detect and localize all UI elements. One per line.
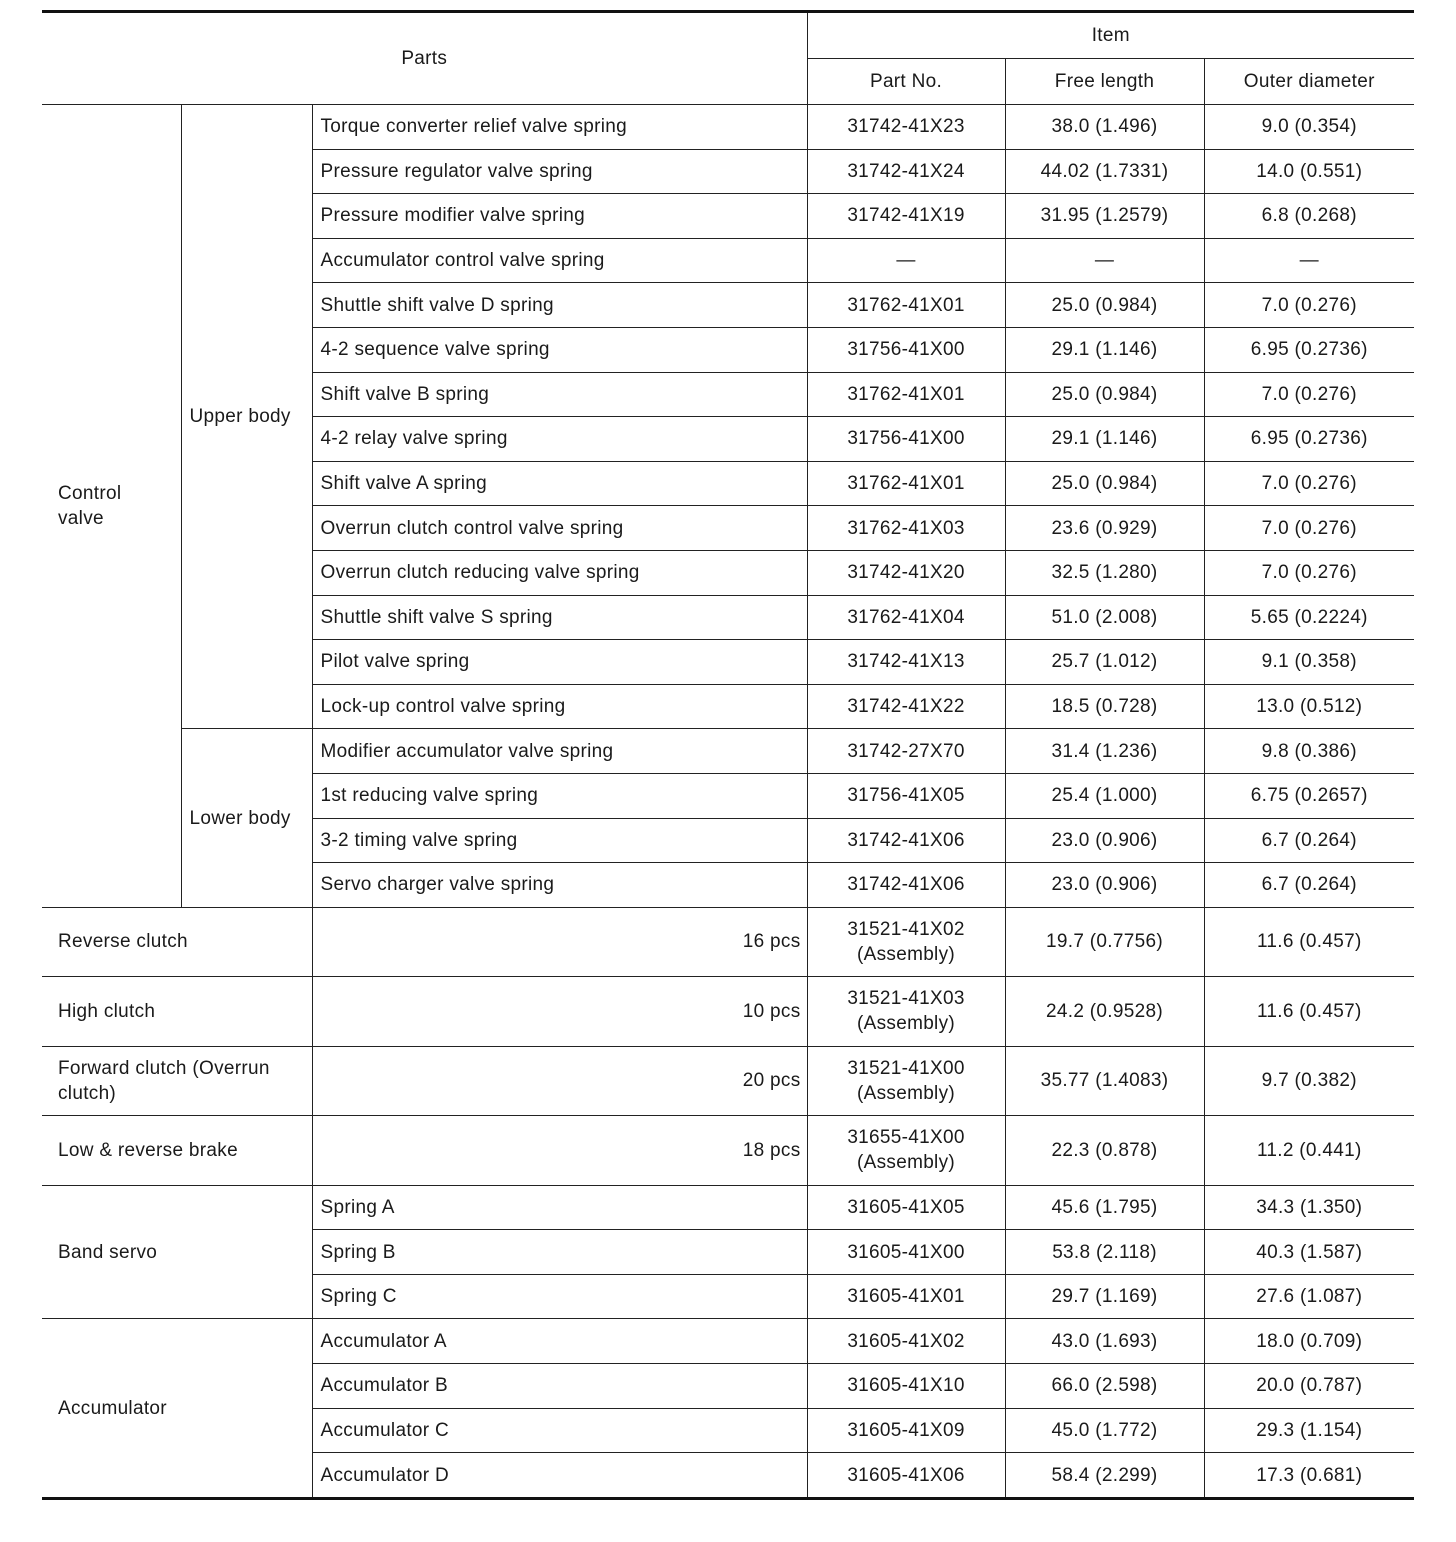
outer-diameter-cell: 7.0 (0.276): [1204, 506, 1414, 551]
free-length-cell: 25.4 (1.000): [1005, 773, 1204, 818]
group-control-valve: Control valve: [42, 105, 181, 908]
free-length-cell: 29.7 (1.169): [1005, 1274, 1204, 1319]
free-length-cell: 38.0 (1.496): [1005, 105, 1204, 150]
part-name-cell: Torque converter relief valve spring: [312, 105, 807, 150]
subgroup-lower-body: Lower body: [181, 729, 312, 907]
free-length-cell: 23.6 (0.929): [1005, 506, 1204, 551]
part-name-cell: Accumulator control valve spring: [312, 238, 807, 283]
part-no-cell: [807, 1046, 1005, 1116]
part-name-cell: Accumulator B: [312, 1364, 807, 1409]
header-item: Item: [807, 12, 1414, 59]
free-length-cell: 66.0 (2.598): [1005, 1364, 1204, 1409]
quantity-cell: 20 pcs: [312, 1046, 807, 1116]
outer-diameter-cell: 11.6 (0.457): [1204, 907, 1414, 977]
part-name-cell: Lock-up control valve spring: [312, 684, 807, 729]
header-part-no: Part No.: [807, 59, 1005, 105]
free-length-cell: 29.1 (1.146): [1005, 417, 1204, 462]
free-length-cell: 58.4 (2.299): [1005, 1453, 1204, 1499]
outer-diameter-cell: 11.2 (0.441): [1204, 1116, 1414, 1186]
part-name-cell: Spring A: [312, 1185, 807, 1230]
clutch-name-cell: Forward clutch (Overrun clutch): [42, 1046, 312, 1116]
part-name-cell: Shuttle shift valve S spring: [312, 595, 807, 640]
part-no-cell: 31742-41X13: [807, 640, 1005, 685]
part-name-cell: Shift valve A spring: [312, 461, 807, 506]
free-length-cell: 25.7 (1.012): [1005, 640, 1204, 685]
part-no-cell: [807, 977, 1005, 1047]
outer-diameter-cell: 7.0 (0.276): [1204, 550, 1414, 595]
part-no-cell: 31742-41X06: [807, 863, 1005, 908]
part-no-cell: 31762-41X04: [807, 595, 1005, 640]
part-no-cell: 31605-41X01: [807, 1274, 1005, 1319]
outer-diameter-cell: 9.1 (0.358): [1204, 640, 1414, 685]
part-no-cell: 31605-41X02: [807, 1319, 1005, 1364]
part-name-cell: 4-2 relay valve spring: [312, 417, 807, 462]
outer-diameter-cell: 5.65 (0.2224): [1204, 595, 1414, 640]
part-name-cell: Overrun clutch reducing valve spring: [312, 550, 807, 595]
part-name-cell: Spring B: [312, 1230, 807, 1275]
part-name-cell: Modifier accumulator valve spring: [312, 729, 807, 774]
table-row: [42, 1116, 1414, 1186]
part-name-cell: Shuttle shift valve D spring: [312, 283, 807, 328]
free-length-cell: 25.0 (0.984): [1005, 283, 1204, 328]
table-row: [42, 1319, 1414, 1364]
header-parts: Parts: [42, 12, 807, 105]
outer-diameter-cell: 6.8 (0.268): [1204, 194, 1414, 239]
table-row: [42, 977, 1414, 1047]
part-no-value: 31521-41X00: [847, 1057, 965, 1079]
part-no-note: (Assembly): [857, 1013, 956, 1035]
part-name-cell: 3-2 timing valve spring: [312, 818, 807, 863]
free-length-cell: 18.5 (0.728): [1005, 684, 1204, 729]
part-name-cell: 1st reducing valve spring: [312, 773, 807, 818]
outer-diameter-cell: 13.0 (0.512): [1204, 684, 1414, 729]
outer-diameter-cell: 27.6 (1.087): [1204, 1274, 1414, 1319]
part-no-note: (Assembly): [857, 1152, 956, 1174]
clutch-name-cell: High clutch: [42, 977, 312, 1047]
free-length-cell: 31.4 (1.236): [1005, 729, 1204, 774]
outer-diameter-cell: 40.3 (1.587): [1204, 1230, 1414, 1275]
part-no-note: (Assembly): [857, 943, 956, 965]
part-no-cell: 31605-41X05: [807, 1185, 1005, 1230]
part-name-cell: Shift valve B spring: [312, 372, 807, 417]
part-no-cell: 31762-41X03: [807, 506, 1005, 551]
quantity-cell: 16 pcs: [312, 907, 807, 977]
part-no-cell: 31742-41X22: [807, 684, 1005, 729]
table-row: [42, 729, 1414, 774]
part-no-cell: 31742-41X23: [807, 105, 1005, 150]
part-no-cell: 31762-41X01: [807, 461, 1005, 506]
free-length-cell: 51.0 (2.008): [1005, 595, 1204, 640]
clutch-name-cell: Reverse clutch: [42, 907, 312, 977]
part-no-cell: 31742-41X20: [807, 550, 1005, 595]
subgroup-upper-body: Upper body: [181, 105, 312, 729]
free-length-cell: 45.6 (1.795): [1005, 1185, 1204, 1230]
part-name-cell: Pressure regulator valve spring: [312, 149, 807, 194]
free-length-cell: 29.1 (1.146): [1005, 327, 1204, 372]
part-no-cell: 31742-41X19: [807, 194, 1005, 239]
free-length-cell: 24.2 (0.9528): [1005, 977, 1204, 1047]
free-length-cell: 19.7 (0.7756): [1005, 907, 1204, 977]
outer-diameter-cell: 17.3 (0.681): [1204, 1453, 1414, 1499]
part-no-cell: 31742-41X06: [807, 818, 1005, 863]
part-no-cell: 31742-41X24: [807, 149, 1005, 194]
free-length-cell: 25.0 (0.984): [1005, 372, 1204, 417]
free-length-cell: 23.0 (0.906): [1005, 863, 1204, 908]
table-row: [42, 1046, 1414, 1116]
quantity-cell: 10 pcs: [312, 977, 807, 1047]
free-length-cell: 31.95 (1.2579): [1005, 194, 1204, 239]
part-name-cell: Pressure modifier valve spring: [312, 194, 807, 239]
free-length-cell: 32.5 (1.280): [1005, 550, 1204, 595]
part-name-cell: Pilot valve spring: [312, 640, 807, 685]
part-no-value: 31655-41X00: [847, 1127, 965, 1149]
part-no-cell: [807, 907, 1005, 977]
part-no-value: 31521-41X02: [847, 918, 965, 940]
quantity-cell: 18 pcs: [312, 1116, 807, 1186]
table-row: [42, 105, 1414, 150]
spring-spec-table: [42, 10, 1414, 1500]
free-length-cell: 23.0 (0.906): [1005, 818, 1204, 863]
outer-diameter-cell: 7.0 (0.276): [1204, 283, 1414, 328]
free-length-cell: —: [1005, 238, 1204, 283]
free-length-cell: 43.0 (1.693): [1005, 1319, 1204, 1364]
free-length-cell: 25.0 (0.984): [1005, 461, 1204, 506]
outer-diameter-cell: 9.0 (0.354): [1204, 105, 1414, 150]
part-no-cell: 31605-41X10: [807, 1364, 1005, 1409]
clutch-name-cell: Low & reverse brake: [42, 1116, 312, 1186]
free-length-cell: 53.8 (2.118): [1005, 1230, 1204, 1275]
part-no-cell: 31605-41X09: [807, 1408, 1005, 1453]
outer-diameter-cell: 7.0 (0.276): [1204, 461, 1414, 506]
part-no-cell: —: [807, 238, 1005, 283]
part-no-cell: 31742-27X70: [807, 729, 1005, 774]
free-length-cell: 35.77 (1.4083): [1005, 1046, 1204, 1116]
part-no-note: (Assembly): [857, 1082, 956, 1104]
outer-diameter-cell: 6.7 (0.264): [1204, 863, 1414, 908]
outer-diameter-cell: 6.7 (0.264): [1204, 818, 1414, 863]
header-row: [42, 12, 1414, 59]
part-no-cell: 31756-41X05: [807, 773, 1005, 818]
part-name-cell: Accumulator C: [312, 1408, 807, 1453]
part-no-cell: 31762-41X01: [807, 372, 1005, 417]
outer-diameter-cell: 18.0 (0.709): [1204, 1319, 1414, 1364]
outer-diameter-cell: 29.3 (1.154): [1204, 1408, 1414, 1453]
part-no-cell: 31605-41X06: [807, 1453, 1005, 1499]
group-accumulator: Accumulator: [42, 1319, 312, 1498]
group-band-servo: Band servo: [42, 1185, 312, 1319]
table-row: [42, 1185, 1414, 1230]
outer-diameter-cell: 6.75 (0.2657): [1204, 773, 1414, 818]
part-no-cell: 31756-41X00: [807, 327, 1005, 372]
part-name-cell: Servo charger valve spring: [312, 863, 807, 908]
part-name-cell: Overrun clutch control valve spring: [312, 506, 807, 551]
part-no-cell: 31756-41X00: [807, 417, 1005, 462]
free-length-cell: 45.0 (1.772): [1005, 1408, 1204, 1453]
free-length-cell: 22.3 (0.878): [1005, 1116, 1204, 1186]
outer-diameter-cell: —: [1204, 238, 1414, 283]
part-name-cell: Accumulator D: [312, 1453, 807, 1499]
outer-diameter-cell: 14.0 (0.551): [1204, 149, 1414, 194]
part-no-cell: 31605-41X00: [807, 1230, 1005, 1275]
part-name-cell: 4-2 sequence valve spring: [312, 327, 807, 372]
outer-diameter-cell: 9.8 (0.386): [1204, 729, 1414, 774]
header-outer-diameter: Outer diameter: [1204, 59, 1414, 105]
outer-diameter-cell: 6.95 (0.2736): [1204, 327, 1414, 372]
outer-diameter-cell: 6.95 (0.2736): [1204, 417, 1414, 462]
table-body: [42, 12, 1414, 1499]
outer-diameter-cell: 7.0 (0.276): [1204, 372, 1414, 417]
outer-diameter-cell: 20.0 (0.787): [1204, 1364, 1414, 1409]
part-no-value: 31521-41X03: [847, 988, 965, 1010]
part-no-cell: [807, 1116, 1005, 1186]
outer-diameter-cell: 9.7 (0.382): [1204, 1046, 1414, 1116]
part-name-cell: Spring C: [312, 1274, 807, 1319]
outer-diameter-cell: 34.3 (1.350): [1204, 1185, 1414, 1230]
part-name-cell: Accumulator A: [312, 1319, 807, 1364]
part-no-cell: 31762-41X01: [807, 283, 1005, 328]
header-free-length: Free length: [1005, 59, 1204, 105]
table-row: [42, 907, 1414, 977]
outer-diameter-cell: 11.6 (0.457): [1204, 977, 1414, 1047]
free-length-cell: 44.02 (1.7331): [1005, 149, 1204, 194]
